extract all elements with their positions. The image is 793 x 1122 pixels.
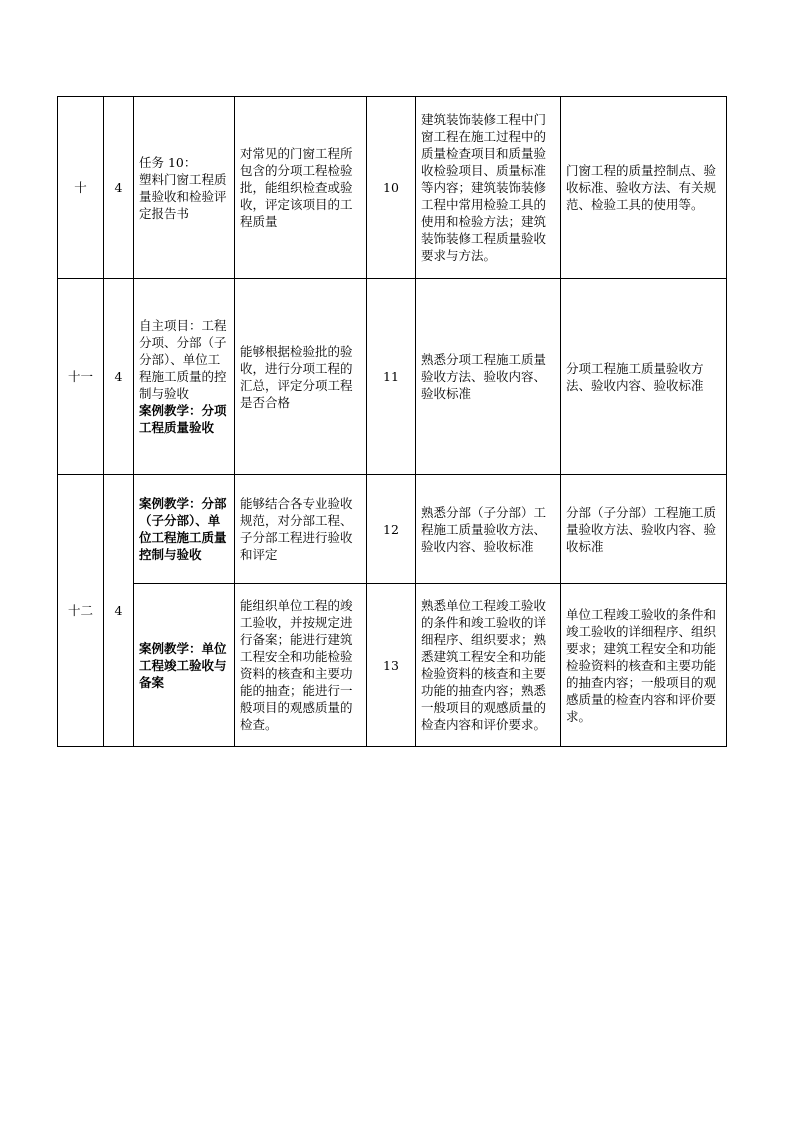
- knowledge-cell: 建筑装饰装修工程中门窗工程在施工过程中的质量检查项目和质量验收检验项目、质量标准等内容；建筑装饰装修工程中常用检验工具的使用和检验方法；建筑装饰装修工程质量验收要求与方法。: [416, 97, 561, 279]
- task-cell: [134, 475, 235, 584]
- task-case: 案例教学：分部（子分部）、单位工程施工质量控制与验收: [139, 496, 227, 562]
- hours-cell: 4: [104, 279, 134, 475]
- ability-cell: 能够根据检验批的验收，进行分项工程的汇总，评定分项工程是否合格: [235, 279, 367, 475]
- task-case: 案例教学：分项工程质量验收: [139, 403, 227, 435]
- number-cell: 10: [367, 97, 416, 279]
- quality-cell: 分项工程施工质量验收方法、验收内容、验收标准: [561, 279, 727, 475]
- task-name: 自主项目：工程分项、分部（子分部）、单位工程施工质量的控制与验收: [139, 318, 227, 401]
- table-row: [58, 475, 727, 584]
- ability-cell: 能够结合各专业验收规范，对分部工程、子分部工程进行验收和评定: [235, 475, 367, 584]
- number-cell: 11: [367, 279, 416, 475]
- table-row: [58, 279, 727, 475]
- task-case: 案例教学：单位工程竣工验收与备案: [139, 640, 227, 690]
- task-cell: [134, 584, 235, 747]
- table-row: [58, 584, 727, 747]
- course-schedule-table: [57, 96, 727, 747]
- table-row: [58, 97, 727, 279]
- knowledge-cell: 熟悉单位工程竣工验收的条件和竣工验收的详细程序、组织要求；熟悉建筑工程安全和功能检验资料的核查和主要功能的抽查内容；熟悉一般项目的观感质量的检查内容和评价要求。: [416, 584, 561, 747]
- ability-cell: 能组织单位工程的竣工验收，并按规定进行备案；能进行建筑工程安全和功能检验资料的核查和主要功能的抽查；能进行一般项目的观感质量的检查。: [235, 584, 367, 747]
- ability-cell: 对常见的门窗工程所包含的分项工程检验批，能组织检查或验收，评定该项目的工程质量: [235, 97, 367, 279]
- task-cell: [134, 97, 235, 279]
- number-cell: 13: [367, 584, 416, 747]
- task-cell: [134, 279, 235, 475]
- task-title: 任务 10：: [139, 154, 197, 170]
- number-cell: 12: [367, 475, 416, 584]
- week-cell: 十: [58, 97, 104, 279]
- knowledge-cell: 熟悉分项工程施工质量验收方法、验收内容、验收标准: [416, 279, 561, 475]
- quality-cell: 分部（子分部）工程施工质量验收方法、验收内容、验收标准: [561, 475, 727, 584]
- hours-cell: 4: [104, 97, 134, 279]
- quality-cell: 门窗工程的质量控制点、验收标准、验收方法、有关规范、检验工具的使用等。: [561, 97, 727, 279]
- week-cell: 十二: [58, 475, 104, 747]
- hours-cell: 4: [104, 475, 134, 747]
- knowledge-cell: 熟悉分部（子分部）工程施工质量验收方法、验收内容、验收标准: [416, 475, 561, 584]
- week-cell: 十一: [58, 279, 104, 475]
- quality-cell: 单位工程竣工验收的条件和竣工验收的详细程序、组织要求；建筑工程安全和功能检验资料的核查和主要功能的抽查内容；一般项目的观感质量的检查内容和评价要求。: [561, 584, 727, 747]
- task-name: 塑料门窗工程质量验收和检验评定报告书: [139, 171, 227, 221]
